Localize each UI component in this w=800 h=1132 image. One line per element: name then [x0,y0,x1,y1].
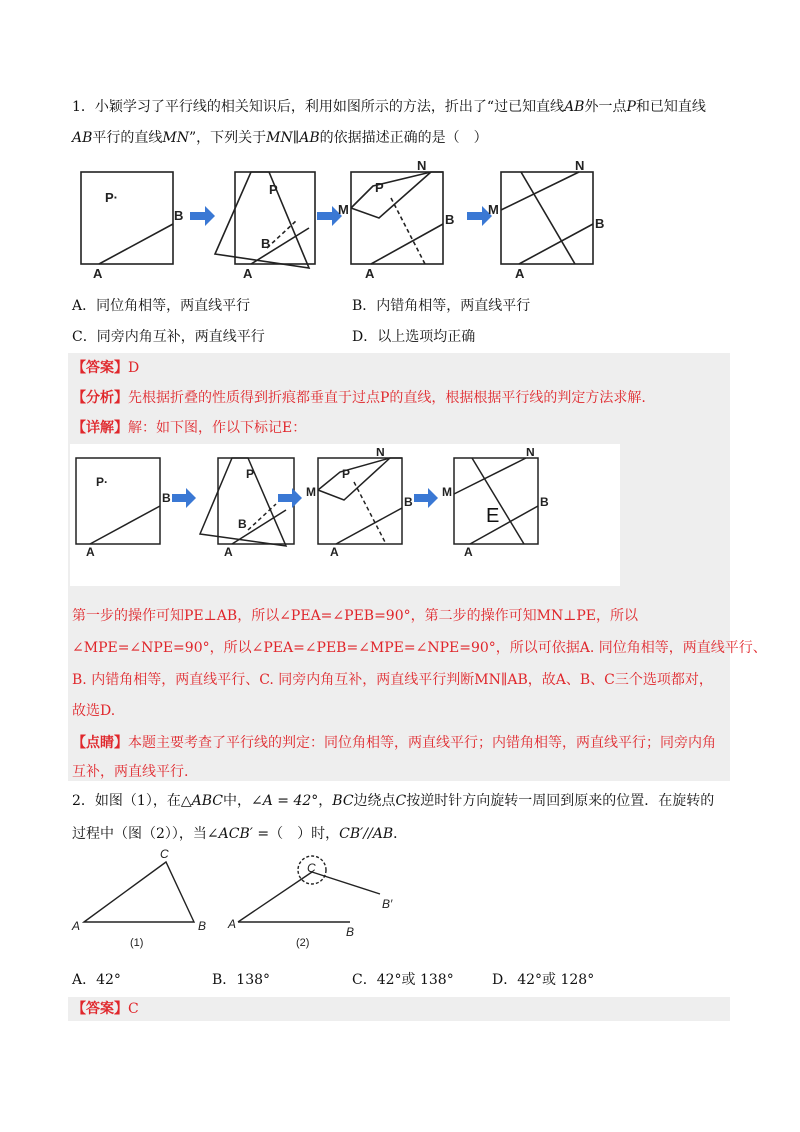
q2-text: 按逆时针方向旋转一周回到原来的位置．在旋转的 [406,793,715,809]
q1-text: ”，下列关于 [189,130,267,146]
label-p: P [246,467,255,481]
q1-text: 外一点 [584,99,627,115]
label-p: P· [105,190,118,205]
arrow-icon [172,488,196,508]
label-b: B [162,491,171,505]
analysis-tag: 【分析】 [72,390,128,406]
q2-angle-a: ∠A = 42° [250,793,319,809]
line-ab-4 [519,224,593,264]
line-ab-3 [336,508,402,544]
q1-option-c: C．同旁内角互补，两直线平行 [72,329,265,345]
q2-bc: BC [332,793,354,809]
label-b: B [595,216,605,231]
detail-tag: 【详解】 [72,420,128,436]
answer-tag: 【答案】 [72,1001,128,1017]
label-b: B [404,495,413,509]
label-m: M [338,202,349,217]
label-b: B [198,919,207,933]
q1-mn-parallel-ab: MN∥AB [266,130,320,146]
q1-point [72,733,732,753]
q2-figure [70,848,410,952]
segment-ac [238,872,312,922]
label-a: A [365,266,375,280]
label-a: A [515,266,525,280]
label-n: N [417,158,427,173]
fold-flap-3 [318,458,390,500]
q2-text: 边绕点 [353,793,396,809]
point-text: 本题主要考查了平行线的判定：同位角相等，两直线平行；内错角相等，两直线平行；同旁内角 [128,735,716,751]
label-p: P [375,180,384,195]
point-text-2: 互补，两直线平行. [72,764,189,780]
q2-parallel: CB′//AB [339,826,394,842]
q1-line-2 [72,128,732,148]
q1-solution-line-1: 第一步的操作可知PE⊥AB，所以∠PEA=∠PEB=90°，第二步的操作可知MN⊥PE，所以 [72,608,639,624]
label-b: B [540,495,549,509]
crease-3 [391,198,425,264]
figure-caption-1: (1) [130,937,144,949]
answer-tag: 【答案】 [72,360,128,376]
q2-text: ， [318,793,333,809]
detail-text: 解：如下图，作以下标记E： [128,420,307,436]
q1-line-1 [72,97,732,117]
folded-flap-2 [200,458,286,546]
label-a: A [330,545,339,559]
label-a: A [464,545,473,559]
q2-line-1 [72,791,732,811]
label-p: P· [96,475,108,489]
triangle-abc [84,862,194,922]
q1-mn: MN [162,130,189,146]
label-b: B [445,212,455,227]
q2-c: C [395,793,407,809]
folded-flap-2 [215,172,309,268]
label-b-prime: B′ [382,897,393,911]
answer-value: C [128,1001,139,1017]
q2-option-c: C．42°或 138° [352,972,454,988]
q1-text: 1．小颖学习了平行线的相关知识后，利用如图所示的方法，折出了“过已知直线 [72,99,565,115]
q2-text: （ ）时， [269,826,340,842]
label-a: A [224,545,233,559]
q1-answer [72,358,732,378]
fold-square-4 [501,172,593,264]
label-b: B [346,925,355,939]
q1-text: 和已知直线 [635,99,706,115]
fold-square-4 [454,458,538,544]
q2-line-2 [72,824,732,844]
q2-option-b: B．138° [212,972,271,988]
q2-text: 中， [222,793,251,809]
q2-text: 2．如图（1），在 [72,793,181,809]
q1-analysis [72,388,732,408]
crease-4 [472,458,524,544]
q1-text: 的依据描述正确的是（ ） [319,130,488,146]
label-m: M [442,485,452,499]
label-b: B [238,517,247,531]
arrow-icon [278,488,302,508]
crease-3 [354,482,386,544]
q1-ab: AB [564,99,585,115]
label-b: B [174,208,184,223]
q1-text: 平行的直线 [92,130,163,146]
q1-solution-line-4: 故选D. [72,703,116,719]
label-a: A [243,266,253,280]
label-n: N [575,158,585,173]
q2-triangle: △ABC [180,793,223,809]
q2-angle-acb: ∠ACB′ = [206,826,270,842]
fold-square-1 [81,172,173,264]
q1-p: P [626,99,636,115]
arrow-icon [190,206,215,226]
q2-option-a: A．42° [72,972,121,988]
label-a: A [72,919,81,933]
label-a: A [86,545,95,559]
label-m: M [306,485,316,499]
label-b: B [261,236,271,251]
label-c: C [307,861,316,875]
crease-2 [248,504,276,530]
q2-option-d: D．42°或 128° [492,972,595,988]
arrow-icon [414,488,438,508]
label-e: E [486,505,500,527]
q1-option-a: A．同位角相等，两直线平行 [72,298,251,314]
q2-answer [72,999,732,1019]
q1-solution-line-3: B. 内错角相等，两直线平行、C. 同旁内角互补，两直线平行判断MN∥AB，故A、B、C三个选项都对， [72,672,713,688]
label-a: A [93,266,103,280]
analysis-text: 先根据折叠的性质得到折痕都垂直于过点P的直线，根据根据平行线的判定方法求解. [128,390,646,406]
label-p: P [269,182,278,197]
q1-solution-figure [72,448,620,560]
label-n: N [526,448,535,459]
line-ab-1 [99,224,173,264]
answer-value: D [128,360,140,376]
q1-option-d: D．以上选项均正确 [352,329,476,345]
line-ab-1 [90,506,160,544]
q2-text: ． [393,826,408,842]
q1-solution-line-2: ∠MPE=∠NPE=90°，所以∠PEA=∠PEB=∠MPE=∠NPE=90°，所以可依据A. 同位角相等，两直线平行、 [72,640,767,656]
label-c: C [160,848,169,861]
q1-ab: AB [72,130,93,146]
label-n: N [376,448,385,459]
q1-figure [75,158,615,280]
label-m: M [488,202,499,217]
figure-caption-2: (2) [296,937,310,949]
q1-detail [72,418,732,438]
crease-4 [521,172,575,264]
point-tag: 【点睛】 [72,735,128,751]
fold-square-1 [76,458,160,544]
label-a: A [228,917,237,931]
q2-text: 过程中（图（2）），当 [72,826,207,842]
label-p: P [342,467,351,481]
crease-2 [267,220,297,248]
segment-cb-prime [312,872,380,894]
q1-option-b: B．内错角相等，两直线平行 [352,298,531,314]
